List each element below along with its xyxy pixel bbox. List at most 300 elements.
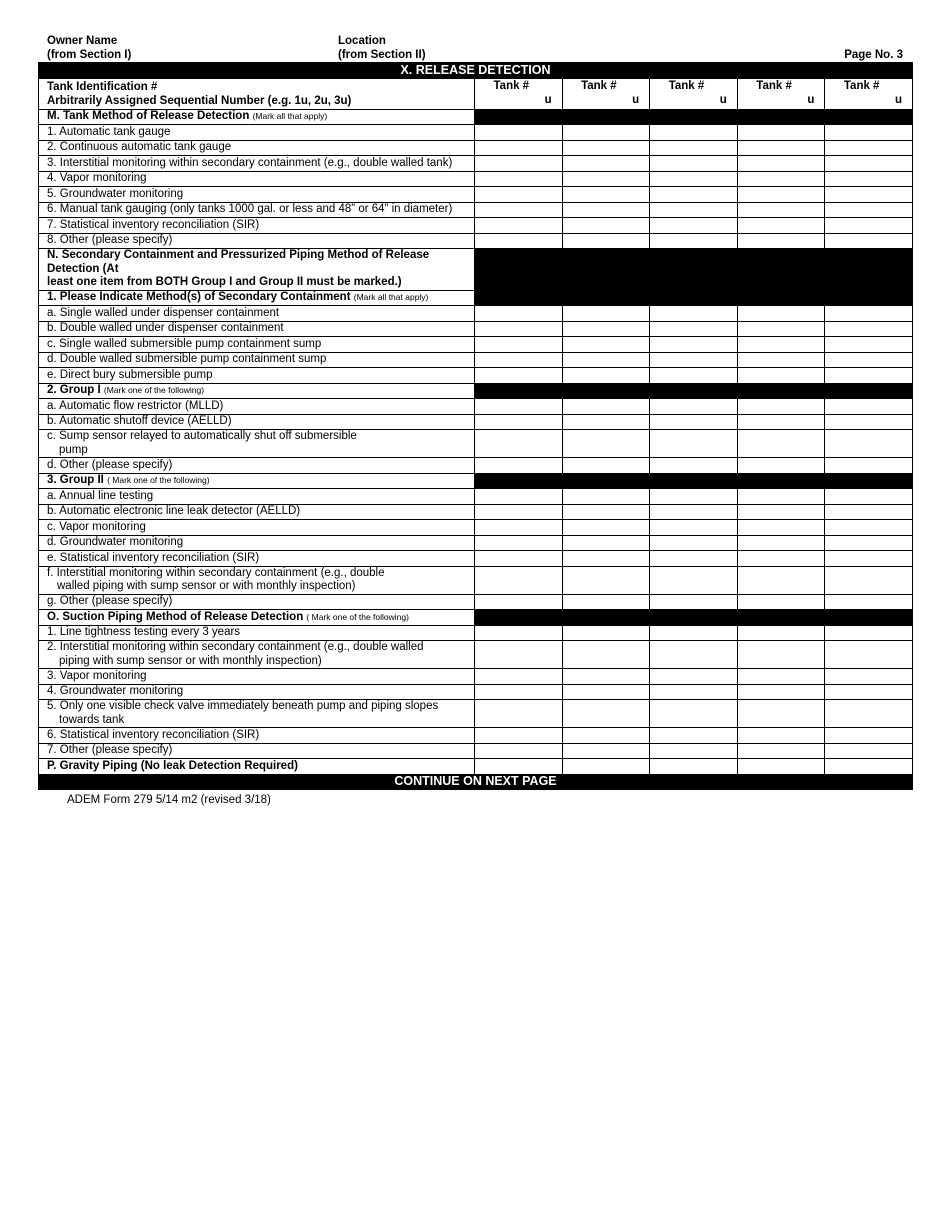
shaded-cell xyxy=(650,473,738,489)
section-o-title xyxy=(39,610,475,626)
shaded-cell xyxy=(825,249,913,291)
tank-4-checkbox-cell[interactable] xyxy=(737,535,825,551)
shaded-cell xyxy=(650,610,738,626)
group2-item-e xyxy=(39,551,913,567)
line-1: 2. Interstitial monitoring within secondary containment (e.g., double walled xyxy=(47,641,424,653)
section-o-item-4 xyxy=(39,684,913,700)
section-n-part1-title xyxy=(39,290,475,306)
shaded-cell xyxy=(650,290,738,306)
tank-5-checkbox-cell[interactable] xyxy=(825,187,913,203)
tank-1-checkbox-cell[interactable] xyxy=(475,535,563,551)
shaded-cell xyxy=(475,109,563,125)
tank-4-checkbox-cell[interactable] xyxy=(737,728,825,744)
tank-label: Tank # xyxy=(668,80,705,92)
section-o-item-2-label xyxy=(39,641,475,669)
tank-3-checkbox-cell[interactable] xyxy=(650,171,738,187)
tank-2-checkbox-cell[interactable] xyxy=(562,430,650,458)
group2-item-d-label: d. Groundwater monitoring xyxy=(39,535,475,551)
tank-3-checkbox-cell[interactable] xyxy=(650,368,738,384)
tank-2-checkbox-cell[interactable] xyxy=(562,641,650,669)
tank-1-checkbox-cell[interactable] xyxy=(475,520,563,536)
shaded-cell xyxy=(650,383,738,399)
tank-5-checkbox-cell[interactable] xyxy=(825,458,913,474)
section-title-bar xyxy=(39,63,913,79)
section-n-group2 xyxy=(39,473,913,489)
tank-4-checkbox-cell[interactable] xyxy=(737,321,825,337)
tank-1-checkbox-cell[interactable] xyxy=(475,187,563,203)
tank-3-checkbox-cell[interactable] xyxy=(650,156,738,172)
tank-3-checkbox-cell[interactable] xyxy=(650,414,738,430)
section-o-item-1-label: 1. Line tightness testing every 3 years xyxy=(39,625,475,641)
tank-1-checkbox-cell[interactable] xyxy=(475,728,563,744)
tank-5-checkbox-cell[interactable] xyxy=(825,306,913,322)
section-m-item-7-label: 7. Statistical inventory reconciliation (SIR) xyxy=(39,218,475,234)
tank-3-checkbox-cell[interactable] xyxy=(650,520,738,536)
tank-1-checkbox-cell[interactable] xyxy=(475,594,563,610)
section-o-item-5 xyxy=(39,700,913,728)
tank-column-1[interactable] xyxy=(475,78,563,109)
tank-2-checkbox-cell[interactable] xyxy=(562,218,650,234)
shaded-cell xyxy=(562,290,650,306)
shaded-cell xyxy=(475,610,563,626)
tank-4-checkbox-cell[interactable] xyxy=(737,125,825,141)
section-o-item-6 xyxy=(39,728,913,744)
tank-column-2[interactable] xyxy=(562,78,650,109)
section-note: (Mark all that apply) xyxy=(252,111,328,121)
line-1: 5. Only one visible check valve immediately beneath pump and piping slopes xyxy=(47,700,439,712)
tank-1-checkbox-cell[interactable] xyxy=(475,566,563,594)
tank-4-checkbox-cell[interactable] xyxy=(737,430,825,458)
tank-label: Tank # xyxy=(581,80,617,92)
continue-bar xyxy=(39,774,913,790)
tank-4-checkbox-cell[interactable] xyxy=(737,218,825,234)
tank-3-checkbox-cell[interactable] xyxy=(650,306,738,322)
section-m-item-8-label: 8. Other (please specify) xyxy=(39,233,475,249)
tank-5-checkbox-cell[interactable] xyxy=(825,156,913,172)
section-n-part1 xyxy=(39,290,913,306)
section-m-item-3 xyxy=(39,156,913,172)
section-title: X. RELEASE DETECTION xyxy=(39,63,913,79)
section-n1-item-a-label: a. Single walled under dispenser containment xyxy=(39,306,475,322)
shaded-cell xyxy=(562,249,650,291)
shaded-cell xyxy=(475,473,563,489)
tank-3-checkbox-cell[interactable] xyxy=(650,684,738,700)
tank-4-checkbox-cell[interactable] xyxy=(737,520,825,536)
group2-item-b xyxy=(39,504,913,520)
section-m-item-1-label: 1. Automatic tank gauge xyxy=(39,125,475,141)
section-n1-item-d-label: d. Double walled submersible pump containment sump xyxy=(39,352,475,368)
section-heading: O. Suction Piping Method of Release Detection xyxy=(47,610,304,623)
shaded-cell xyxy=(475,290,563,306)
owner-name-label xyxy=(47,34,131,62)
tank-3-checkbox-cell[interactable] xyxy=(650,669,738,685)
tank-1-checkbox-cell[interactable] xyxy=(475,700,563,728)
shaded-cell xyxy=(825,290,913,306)
tank-4-checkbox-cell[interactable] xyxy=(737,625,825,641)
tank-5-checkbox-cell[interactable] xyxy=(825,171,913,187)
tank-3-checkbox-cell[interactable] xyxy=(650,140,738,156)
page-number: Page No. 3 xyxy=(844,49,903,61)
tank-4-checkbox-cell[interactable] xyxy=(737,489,825,505)
section-o-item-1 xyxy=(39,625,913,641)
tank-2-checkbox-cell[interactable] xyxy=(562,728,650,744)
section-m-item-8 xyxy=(39,233,913,249)
group1-item-d xyxy=(39,458,913,474)
section-heading: 2. Group I xyxy=(47,384,101,396)
tank-4-checkbox-cell[interactable] xyxy=(737,233,825,249)
group1-item-c-label xyxy=(39,430,475,458)
tank-4-checkbox-cell[interactable] xyxy=(737,566,825,594)
tank-label: Tank # xyxy=(756,80,792,92)
shaded-cell xyxy=(825,610,913,626)
section-n1-item-a xyxy=(39,306,913,322)
section-note: ( Mark one of the following) xyxy=(107,475,210,485)
shaded-cell xyxy=(650,109,738,125)
tank-2-checkbox-cell[interactable] xyxy=(562,321,650,337)
tank-5-checkbox-cell[interactable] xyxy=(825,700,913,728)
tank-1-checkbox-cell[interactable] xyxy=(475,669,563,685)
group1-item-a-label: a. Automatic flow restrictor (MLLD) xyxy=(39,399,475,415)
group2-item-b-label: b. Automatic electronic line leak detector (AELLD) xyxy=(39,504,475,520)
tank-2-checkbox-cell[interactable] xyxy=(562,504,650,520)
section-m-item-6-label: 6. Manual tank gauging (only tanks 1000 gal. or less and 48” or 64” in diameter) xyxy=(39,202,475,218)
shaded-cell xyxy=(737,249,825,291)
tank-3-checkbox-cell[interactable] xyxy=(650,202,738,218)
tank-3-checkbox-cell[interactable] xyxy=(650,321,738,337)
tank-5-checkbox-cell[interactable] xyxy=(825,594,913,610)
section-m-item-4-label: 4. Vapor monitoring xyxy=(39,171,475,187)
tank-1-checkbox-cell[interactable] xyxy=(475,430,563,458)
tank-5-checkbox-cell[interactable] xyxy=(825,352,913,368)
shaded-cell xyxy=(737,473,825,489)
tank-1-checkbox-cell[interactable] xyxy=(475,368,563,384)
tank-3-checkbox-cell[interactable] xyxy=(650,218,738,234)
tank-1-checkbox-cell[interactable] xyxy=(475,337,563,353)
tank-1-checkbox-cell[interactable] xyxy=(475,489,563,505)
tank-5-checkbox-cell[interactable] xyxy=(825,743,913,759)
tank-1-checkbox-cell[interactable] xyxy=(475,625,563,641)
tank-4-checkbox-cell[interactable] xyxy=(737,399,825,415)
tank-5-checkbox-cell[interactable] xyxy=(825,759,913,775)
tank-2-checkbox-cell[interactable] xyxy=(562,368,650,384)
tank-1-checkbox-cell[interactable] xyxy=(475,140,563,156)
tank-1-checkbox-cell[interactable] xyxy=(475,306,563,322)
tank-1-checkbox-cell[interactable] xyxy=(475,399,563,415)
tank-5-checkbox-cell[interactable] xyxy=(825,414,913,430)
section-n-group1 xyxy=(39,383,913,399)
tank-column-5[interactable] xyxy=(825,78,913,109)
tank-2-checkbox-cell[interactable] xyxy=(562,414,650,430)
tank-3-checkbox-cell[interactable] xyxy=(650,352,738,368)
section-p-title: P. Gravity Piping (No leak Detection Required) xyxy=(39,759,475,775)
shaded-cell xyxy=(737,290,825,306)
tank-4-checkbox-cell[interactable] xyxy=(737,187,825,203)
section-heading: M. Tank Method of Release Detection xyxy=(47,110,250,122)
group2-item-e-label: e. Statistical inventory reconciliation (SIR) xyxy=(39,551,475,567)
tank-5-checkbox-cell[interactable] xyxy=(825,125,913,141)
tank-2-checkbox-cell[interactable] xyxy=(562,337,650,353)
tank-3-checkbox-cell[interactable] xyxy=(650,728,738,744)
tank-2-checkbox-cell[interactable] xyxy=(562,125,650,141)
tank-2-checkbox-cell[interactable] xyxy=(562,352,650,368)
tank-2-checkbox-cell[interactable] xyxy=(562,140,650,156)
tank-2-checkbox-cell[interactable] xyxy=(562,551,650,567)
tank-3-checkbox-cell[interactable] xyxy=(650,458,738,474)
tank-2-checkbox-cell[interactable] xyxy=(562,743,650,759)
tank-4-checkbox-cell[interactable] xyxy=(737,368,825,384)
shaded-cell xyxy=(562,109,650,125)
tank-4-checkbox-cell[interactable] xyxy=(737,594,825,610)
tank-2-checkbox-cell[interactable] xyxy=(562,399,650,415)
section-n-group2-title xyxy=(39,473,475,489)
tank-1-checkbox-cell[interactable] xyxy=(475,504,563,520)
tank-2-checkbox-cell[interactable] xyxy=(562,233,650,249)
tank-2-checkbox-cell[interactable] xyxy=(562,759,650,775)
tank-id-header-row xyxy=(39,78,913,109)
tank-1-checkbox-cell[interactable] xyxy=(475,414,563,430)
section-note: (Mark one of the following) xyxy=(103,385,205,395)
tank-5-checkbox-cell[interactable] xyxy=(825,551,913,567)
tank-3-checkbox-cell[interactable] xyxy=(650,504,738,520)
section-n-group1-title xyxy=(39,383,475,399)
group2-item-d xyxy=(39,535,913,551)
tank-2-checkbox-cell[interactable] xyxy=(562,669,650,685)
tank-3-checkbox-cell[interactable] xyxy=(650,594,738,610)
line-1: f. Interstitial monitoring within secondary containment (e.g., double xyxy=(47,566,385,579)
tank-3-checkbox-cell[interactable] xyxy=(650,233,738,249)
tank-3-checkbox-cell[interactable] xyxy=(650,399,738,415)
tank-3-checkbox-cell[interactable] xyxy=(650,489,738,505)
tank-4-checkbox-cell[interactable] xyxy=(737,458,825,474)
continue-text: CONTINUE ON NEXT PAGE xyxy=(39,774,913,790)
owner-name-line2: (from Section I) xyxy=(47,49,132,61)
tank-4-checkbox-cell[interactable] xyxy=(737,171,825,187)
tank-1-checkbox-cell[interactable] xyxy=(475,743,563,759)
group1-item-a xyxy=(39,399,913,415)
tank-id-line1: Tank Identification # xyxy=(47,80,158,93)
tank-3-checkbox-cell[interactable] xyxy=(650,337,738,353)
tank-5-checkbox-cell[interactable] xyxy=(825,728,913,744)
tank-5-checkbox-cell[interactable] xyxy=(825,321,913,337)
tank-5-checkbox-cell[interactable] xyxy=(825,368,913,384)
section-n-title xyxy=(39,249,475,291)
tank-4-checkbox-cell[interactable] xyxy=(737,337,825,353)
tank-1-checkbox-cell[interactable] xyxy=(475,321,563,337)
tank-5-checkbox-cell[interactable] xyxy=(825,233,913,249)
tank-3-checkbox-cell[interactable] xyxy=(650,625,738,641)
section-m-item-3-label: 3. Interstitial monitoring within secondary containment (e.g., double walled tank) xyxy=(39,156,475,172)
tank-5-checkbox-cell[interactable] xyxy=(825,535,913,551)
tank-5-checkbox-cell[interactable] xyxy=(825,669,913,685)
tank-1-checkbox-cell[interactable] xyxy=(475,218,563,234)
shaded-cell xyxy=(562,383,650,399)
tank-5-checkbox-cell[interactable] xyxy=(825,489,913,505)
section-m-item-2 xyxy=(39,140,913,156)
tank-4-checkbox-cell[interactable] xyxy=(737,140,825,156)
section-n xyxy=(39,249,913,291)
location-line1: Location xyxy=(338,35,386,47)
tank-5-checkbox-cell[interactable] xyxy=(825,504,913,520)
line-2: pump xyxy=(59,443,88,456)
tank-4-checkbox-cell[interactable] xyxy=(737,641,825,669)
tank-1-checkbox-cell[interactable] xyxy=(475,551,563,567)
owner-name-line1: Owner Name xyxy=(47,35,118,47)
tank-5-checkbox-cell[interactable] xyxy=(825,566,913,594)
tank-5-checkbox-cell[interactable] xyxy=(825,399,913,415)
tank-1-checkbox-cell[interactable] xyxy=(475,125,563,141)
tank-suffix: u xyxy=(544,93,552,106)
tank-2-checkbox-cell[interactable] xyxy=(562,684,650,700)
tank-4-checkbox-cell[interactable] xyxy=(737,669,825,685)
section-m xyxy=(39,109,913,125)
tank-label: Tank # xyxy=(843,80,880,92)
line-1: c. Sump sensor relayed to automatically shut off submersible xyxy=(47,430,357,442)
section-o-item-6-label: 6. Statistical inventory reconciliation (SIR) xyxy=(39,728,475,744)
group2-item-c-label: c. Vapor monitoring xyxy=(39,520,475,536)
tank-4-checkbox-cell[interactable] xyxy=(737,684,825,700)
tank-4-checkbox-cell[interactable] xyxy=(737,414,825,430)
section-n1-item-b xyxy=(39,321,913,337)
group2-item-c xyxy=(39,520,913,536)
shaded-cell xyxy=(825,109,913,125)
group2-item-f xyxy=(39,566,913,594)
tank-2-checkbox-cell[interactable] xyxy=(562,566,650,594)
section-n1-item-e xyxy=(39,368,913,384)
form-footer: ADEM Form 279 5/14 m2 (revised 3/18) xyxy=(67,794,271,806)
section-m-item-7 xyxy=(39,218,913,234)
section-o-item-4-label: 4. Groundwater monitoring xyxy=(39,684,475,700)
tank-1-checkbox-cell[interactable] xyxy=(475,458,563,474)
tank-suffix: u xyxy=(719,93,727,106)
section-m-item-2-label: 2. Continuous automatic tank gauge xyxy=(39,140,475,156)
tank-1-checkbox-cell[interactable] xyxy=(475,352,563,368)
shaded-cell xyxy=(737,109,825,125)
section-n1-item-c-label: c. Single walled submersible pump containment sump xyxy=(39,337,475,353)
shaded-cell xyxy=(650,249,738,291)
tank-4-checkbox-cell[interactable] xyxy=(737,504,825,520)
tank-2-checkbox-cell[interactable] xyxy=(562,625,650,641)
tank-4-checkbox-cell[interactable] xyxy=(737,759,825,775)
tank-3-checkbox-cell[interactable] xyxy=(650,187,738,203)
tank-3-checkbox-cell[interactable] xyxy=(650,759,738,775)
tank-4-checkbox-cell[interactable] xyxy=(737,743,825,759)
group2-item-f-label xyxy=(39,566,475,594)
shaded-cell xyxy=(475,249,563,291)
tank-column-3[interactable] xyxy=(650,78,738,109)
group1-item-d-label: d. Other (please specify) xyxy=(39,458,475,474)
tank-5-checkbox-cell[interactable] xyxy=(825,337,913,353)
tank-2-checkbox-cell[interactable] xyxy=(562,156,650,172)
tank-3-checkbox-cell[interactable] xyxy=(650,641,738,669)
section-o-item-7-label: 7. Other (please specify) xyxy=(39,743,475,759)
tank-1-checkbox-cell[interactable] xyxy=(475,233,563,249)
tank-3-checkbox-cell[interactable] xyxy=(650,566,738,594)
tank-4-checkbox-cell[interactable] xyxy=(737,700,825,728)
tank-3-checkbox-cell[interactable] xyxy=(650,430,738,458)
tank-label: Tank # xyxy=(493,80,530,92)
tank-2-checkbox-cell[interactable] xyxy=(562,594,650,610)
tank-5-checkbox-cell[interactable] xyxy=(825,641,913,669)
tank-1-checkbox-cell[interactable] xyxy=(475,202,563,218)
section-heading: 1. Please Indicate Method(s) of Secondary Containment xyxy=(47,291,351,303)
line-2: walled piping with sump sensor or with monthly inspection) xyxy=(57,580,356,592)
section-o-item-2 xyxy=(39,641,913,669)
tank-5-checkbox-cell[interactable] xyxy=(825,520,913,536)
tank-5-checkbox-cell[interactable] xyxy=(825,140,913,156)
tank-2-checkbox-cell[interactable] xyxy=(562,520,650,536)
location-label xyxy=(338,34,426,62)
shaded-cell xyxy=(562,610,650,626)
tank-1-checkbox-cell[interactable] xyxy=(475,684,563,700)
tank-5-checkbox-cell[interactable] xyxy=(825,202,913,218)
tank-1-checkbox-cell[interactable] xyxy=(475,156,563,172)
tank-1-checkbox-cell[interactable] xyxy=(475,171,563,187)
tank-3-checkbox-cell[interactable] xyxy=(650,743,738,759)
section-m-item-5-label: 5. Groundwater monitoring xyxy=(39,187,475,203)
tank-2-checkbox-cell[interactable] xyxy=(562,458,650,474)
tank-suffix: u xyxy=(807,93,815,106)
group2-item-g-label: g. Other (please specify) xyxy=(39,594,475,610)
section-p xyxy=(39,759,913,775)
section-m-item-1 xyxy=(39,125,913,141)
tank-id-label xyxy=(39,78,475,109)
tank-2-checkbox-cell[interactable] xyxy=(562,306,650,322)
section-o-item-3 xyxy=(39,669,913,685)
tank-4-checkbox-cell[interactable] xyxy=(737,202,825,218)
section-m-item-6 xyxy=(39,202,913,218)
tank-2-checkbox-cell[interactable] xyxy=(562,187,650,203)
tank-column-4[interactable] xyxy=(737,78,825,109)
section-o-item-3-label: 3. Vapor monitoring xyxy=(39,669,475,685)
tank-3-checkbox-cell[interactable] xyxy=(650,700,738,728)
group1-item-c xyxy=(39,430,913,458)
section-m-item-5 xyxy=(39,187,913,203)
tank-5-checkbox-cell[interactable] xyxy=(825,625,913,641)
tank-1-checkbox-cell[interactable] xyxy=(475,759,563,775)
tank-2-checkbox-cell[interactable] xyxy=(562,700,650,728)
tank-suffix: u xyxy=(894,93,902,106)
tank-2-checkbox-cell[interactable] xyxy=(562,171,650,187)
section-m-item-4 xyxy=(39,171,913,187)
tank-2-checkbox-cell[interactable] xyxy=(562,202,650,218)
shaded-cell xyxy=(737,383,825,399)
group1-item-b-label: b. Automatic shutoff device (AELLD) xyxy=(39,414,475,430)
group2-item-g xyxy=(39,594,913,610)
shaded-cell xyxy=(825,383,913,399)
line-2: piping with sump sensor or with monthly inspection) xyxy=(59,654,322,667)
shaded-cell xyxy=(475,383,563,399)
tank-5-checkbox-cell[interactable] xyxy=(825,430,913,458)
line-1: N. Secondary Containment and Pressurized Piping Method of Release Detection (At xyxy=(47,249,430,275)
location-line2: (from Section II) xyxy=(338,49,426,61)
tank-3-checkbox-cell[interactable] xyxy=(650,125,738,141)
tank-id-line2: Arbitrarily Assigned Sequential Number (e.g. 1u, 2u, 3u) xyxy=(47,94,352,107)
tank-3-checkbox-cell[interactable] xyxy=(650,551,738,567)
group1-item-b xyxy=(39,414,913,430)
shaded-cell xyxy=(737,610,825,626)
tank-2-checkbox-cell[interactable] xyxy=(562,535,650,551)
tank-3-checkbox-cell[interactable] xyxy=(650,535,738,551)
tank-2-checkbox-cell[interactable] xyxy=(562,489,650,505)
tank-5-checkbox-cell[interactable] xyxy=(825,218,913,234)
tank-4-checkbox-cell[interactable] xyxy=(737,156,825,172)
shaded-cell xyxy=(825,473,913,489)
tank-4-checkbox-cell[interactable] xyxy=(737,551,825,567)
tank-1-checkbox-cell[interactable] xyxy=(475,641,563,669)
tank-5-checkbox-cell[interactable] xyxy=(825,684,913,700)
tank-4-checkbox-cell[interactable] xyxy=(737,306,825,322)
tank-4-checkbox-cell[interactable] xyxy=(737,352,825,368)
